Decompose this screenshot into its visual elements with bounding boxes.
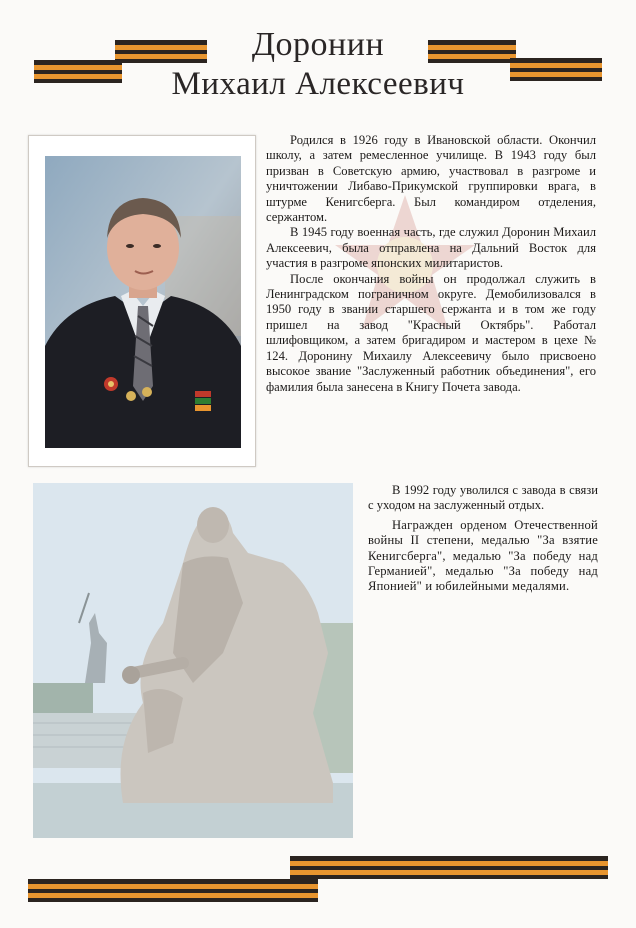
portrait-illustration [45, 156, 241, 448]
bio-paragraph: Родился в 1926 году в Ивановской области. Окончил школу, а затем ремесленное училище. В 1943 году был призван в Советскую армию, участвовал в разгроме и уничтожении Либаво-Прикумской группировки врага, в штурме Кенигсберга. Был командиром отделения, сержантом. [266, 133, 596, 225]
name-heading: Михаил Алексеевич [171, 66, 465, 102]
bio-paragraph: После окончания войны он продолжал служить в Ленинградском пограничном округе. Демобилизовался в 1950 году в звании старшего сержанта и в том же году пришел на завод "Красный Октябрь". Работал шлифовщиком, а затем бригадиром и мастером в цехе № 124. Доронину Михаилу Алексеевичу было присвоено высокое звание "Заслуженный работник объединения", его фамилия была занесена в Книгу Почета завода. [266, 271, 596, 394]
surname-heading: Доронин [251, 26, 385, 63]
bio-paragraph: В 1992 году уволился с завода в связи с уходом на заслуженный отдых. [368, 483, 598, 513]
biography-text-2 [368, 483, 598, 595]
portrait-frame [28, 135, 256, 467]
portrait-photo [45, 156, 241, 448]
awards-paragraph: Награжден орденом Отечественной войны II степени, медалью "За взятие Кенигсберга", медалью "За победу над Германией", медалью "За победу над Японией" и юбилейными медалями. [368, 517, 598, 594]
monument-illustration [33, 483, 353, 838]
monument-photo [33, 483, 353, 838]
bio-paragraph: В 1945 году военная часть, где служил Доронин Михаил Алексеевич, была отправлена на Дальний Восток для участия в разгроме японских милитаристов. [266, 225, 596, 271]
ribbon-bottom-svg [0, 852, 636, 922]
biography-text-1 [266, 133, 596, 395]
